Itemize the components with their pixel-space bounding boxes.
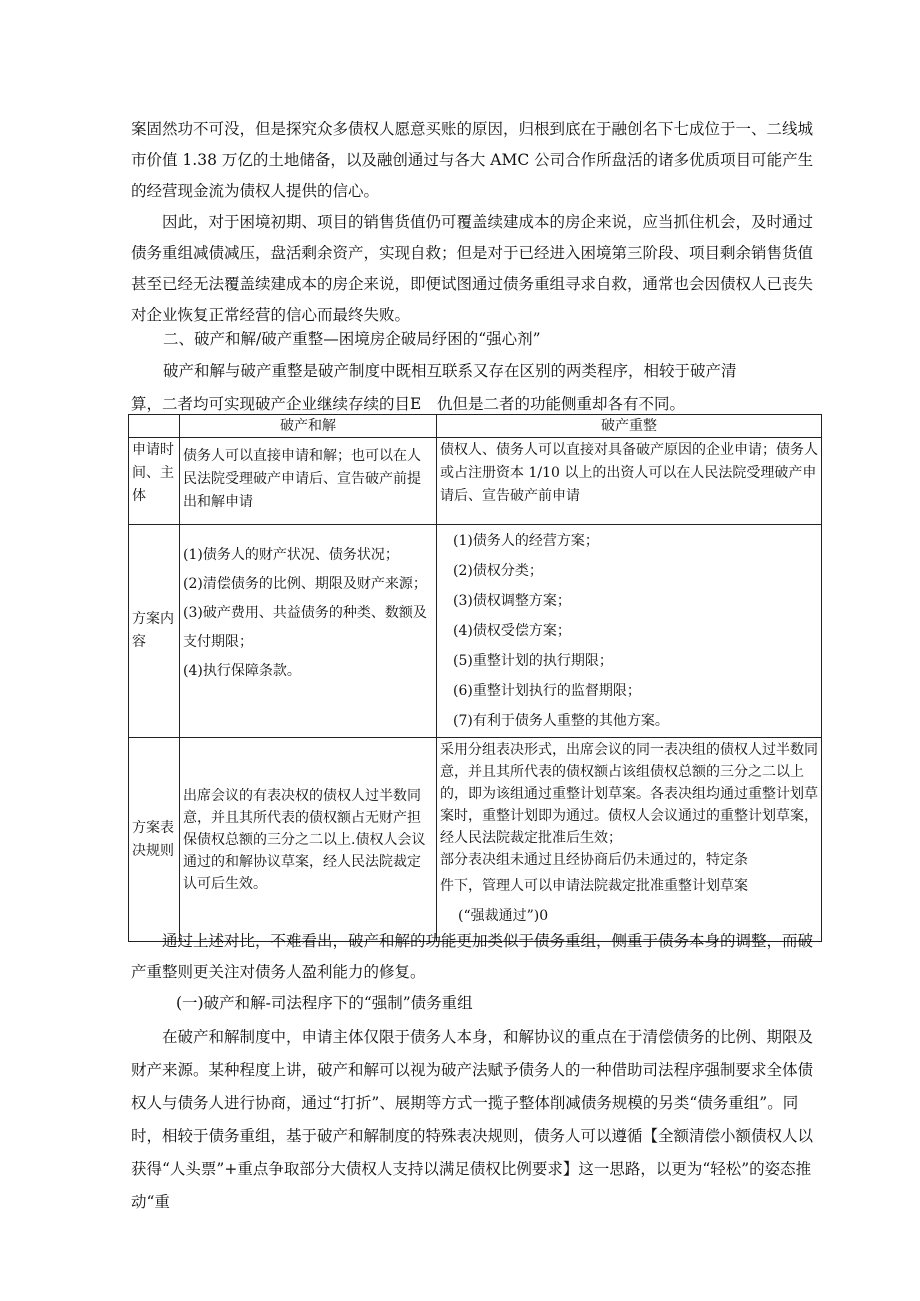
list-item: (6)重整计划执行的监督期限； bbox=[453, 683, 641, 699]
cell-chongzheng-apply: 债权人、债务人可以直接对具备破产原因的企业申请；债务人或占注册资本 1/10 以上的出资人可以在人民法院受理破产申请后、宣告破产前申请 bbox=[437, 438, 822, 525]
table-row-apply bbox=[129, 438, 822, 525]
paragraph-3-line-2b: 仇但是二者的功能侧重却各有不同。 bbox=[437, 395, 686, 413]
subsection-heading-1: (一)破产和解-司法程序下的“强制”债务重组 bbox=[176, 994, 473, 1012]
cell-hejie-plan bbox=[180, 525, 437, 738]
list-item: (7)有利于债务人重整的其他方案。 bbox=[453, 713, 669, 729]
vote-rule-text: 采用分组表决形式，出席会议的同一表决组的债权人过半数同意，并且其所代表的债权额占该组债权总额的三分之二以上的，即为该组通过重整计划草案。各表决组均通过重整计划草案时，重整计划即为通过。债权人会议通过的重整计划草案，经人民法院裁定批准后生效； bbox=[440, 742, 818, 846]
table-header-chongzheng: 破产重整 bbox=[437, 415, 822, 438]
list-item: (1)债务人的经营方案； bbox=[453, 533, 599, 549]
list-item: (3)破产费用、共益债务的种类、数额及支付期限； bbox=[183, 605, 427, 650]
list-item: (2)清偿债务的比例、期限及财产来源； bbox=[183, 576, 427, 592]
list-item: (1)债务人的财产状况、债务状况； bbox=[183, 547, 399, 563]
table-row-vote bbox=[129, 738, 822, 942]
paragraph-4: 通过上述对比，不难看出，破产和解的功能更加类似于债务重组，侧重于债务本身的调整，而破产重整则更关注对债务人盈利能力的修复。 bbox=[131, 932, 814, 981]
section-heading-2: 二、破产和解/破产重整—困境房企破局纾困的“强心剂” bbox=[163, 330, 541, 348]
table-header-hejie: 破产和解 bbox=[180, 415, 437, 438]
list-item: (3)债权调整方案； bbox=[453, 593, 571, 609]
cell-chongzheng-plan bbox=[437, 525, 822, 738]
paragraph-3-line-1: 破产和解与破产重整是破产制度中既相互联系又存在区别的两类程序，相较于破产清 bbox=[163, 362, 737, 380]
vote-rule-text: 件下，管理人可以申请法院裁定批准重整计划草案 bbox=[440, 878, 748, 894]
paragraph-5: 在破产和解制度中，申请主体仅限于债务人本身，和解协议的重点在于清偿债务的比例、期限及财产来源。某种程度上讲，破产和解可以视为破产法赋予债务人的一种借助司法程序强制要求全体债权人与债务人进行协商，通过“打折”、展期等方式一揽子整体削减债务规模的另类“债务重组”。同时，相较于债务重组，基于破产和解制度的特殊表决规则，债务人可以遵循【全额清偿小额债权人以获得“人头票”+重点争取部分大债权人支持以满足债权比例要求】这一思路，以更为“轻松”的姿态推动“重 bbox=[131, 1028, 814, 1211]
vote-rule-text: 部分表决组未通过且经协商后仍未通过的，特定条 bbox=[440, 852, 748, 868]
table-header-row bbox=[129, 415, 822, 438]
paragraph-3-line-2a: 算，二者均可实现破产企业继续存续的目E bbox=[131, 395, 422, 413]
table-row-plan bbox=[129, 525, 822, 738]
paragraph-1: 案固然功不可没，但是探究众多债权人愿意买账的原因，归根到底在于融创名下七成位于一、二线城市价值 1.38 万亿的土地储备，以及融创通过与各大 AMC 公司合作所盘活的诸多优质项目可能产生的经营现金流为债权人提供的信心。 bbox=[131, 120, 814, 200]
list-item: (5)重整计划的执行期限； bbox=[453, 653, 613, 669]
vote-rule-text: (“强裁通过”)0 bbox=[458, 908, 549, 924]
cell-chongzheng-vote bbox=[437, 738, 822, 942]
row-label-plan: 方案内容 bbox=[129, 525, 180, 738]
list-item: (4)执行保障条款。 bbox=[183, 663, 301, 679]
row-label-vote: 方案表决规则 bbox=[129, 738, 180, 942]
comparison-table bbox=[128, 414, 822, 942]
table-header-blank bbox=[129, 415, 180, 438]
list-item: (2)债权分类； bbox=[453, 563, 543, 579]
cell-hejie-apply: 债务人可以直接申请和解；也可以在人民法院受理破产申请后、宣告破产前提出和解申请 bbox=[180, 438, 437, 525]
list-item: (4)债权受偿方案； bbox=[453, 623, 571, 639]
cell-hejie-vote: 出席会议的有表决权的债权人过半数同意，并且其所代表的债权额占无财产担保债权总额的三分之二以上.债权人会议通过的和解协议草案，经人民法院裁定认可后生效。 bbox=[180, 738, 437, 942]
paragraph-2: 因此，对于困境初期、项目的销售货值仍可覆盖续建成本的房企来说，应当抓住机会，及时通过债务重组减债减压，盘活剩余资产，实现自救；但是对于已经进入困境第三阶段、项目剩余销售货值甚至已经无法覆盖续建成本的房企来说，即便试图通过债务重组寻求自救，通常也会因债权人已丧失对企业恢复正常经营的信心而最终失败。 bbox=[131, 213, 814, 324]
row-label-apply: 申请时间、主体 bbox=[129, 438, 180, 525]
